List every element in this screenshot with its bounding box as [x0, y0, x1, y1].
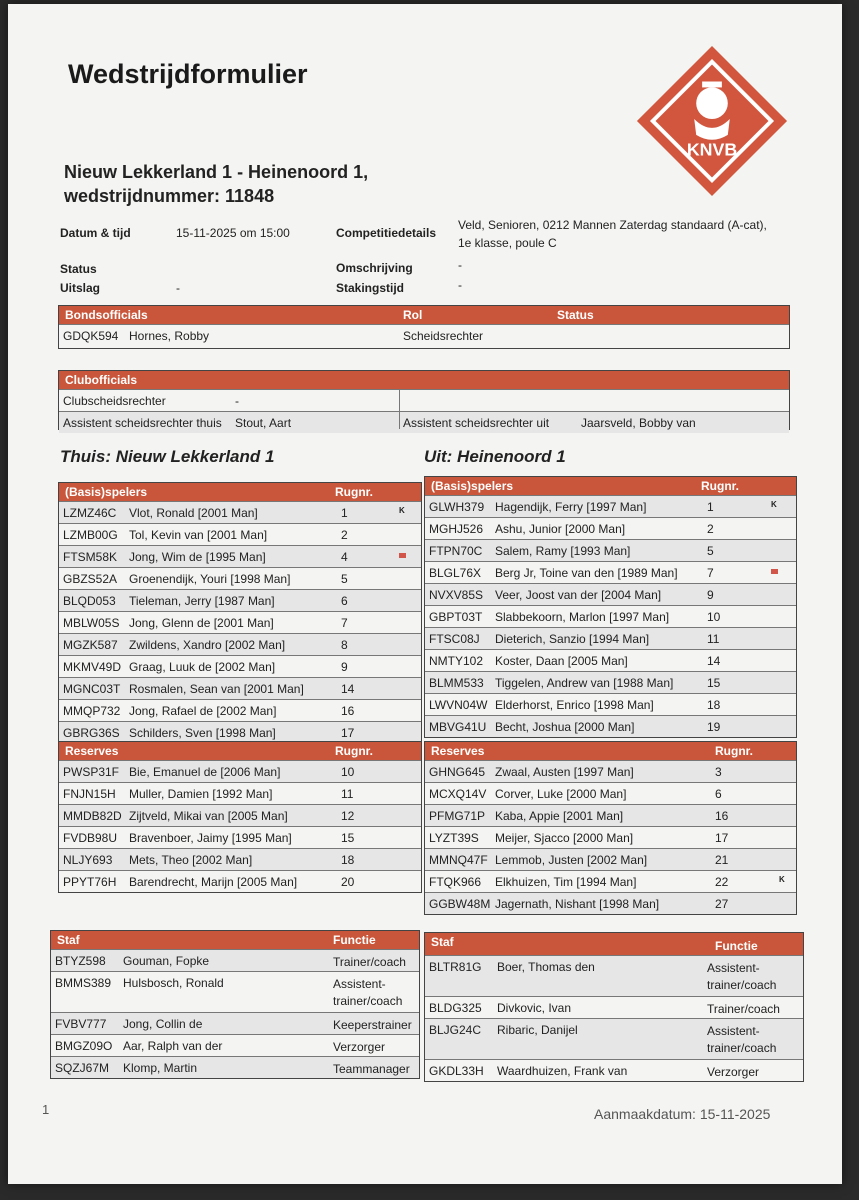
- away-reserves-table: [424, 741, 797, 915]
- player-row: [425, 583, 796, 605]
- player-rugnr: 7: [707, 566, 714, 580]
- page-title: Wedstrijdformulier: [68, 59, 308, 89]
- player-name: Schilders, Sven [1998 Man]: [129, 726, 276, 740]
- player-code: PPYT76H: [63, 875, 117, 889]
- omschrijving-label: Omschrijving: [336, 261, 413, 275]
- staf-row: [51, 971, 419, 1012]
- player-rugnr: 9: [341, 660, 348, 674]
- away-staf-table: [424, 932, 804, 1082]
- player-code: GLWH379: [429, 500, 485, 514]
- player-row: [59, 523, 421, 545]
- status-header: Status: [557, 308, 594, 322]
- staf-code: SQZJ67M: [55, 1061, 110, 1075]
- staf-functie: [333, 1017, 412, 1034]
- competitie-value-2: 1e klasse, poule C: [458, 236, 557, 250]
- away-staf-header: [425, 933, 803, 955]
- player-row: [59, 567, 421, 589]
- player-name: Ashu, Junior [2000 Man]: [495, 522, 626, 536]
- player-name: Slabbekoorn, Marlon [1997 Man]: [495, 610, 670, 624]
- staf-functie: [707, 960, 776, 994]
- away-players-table: [424, 476, 797, 738]
- clubofficials-header: [59, 371, 789, 389]
- staf-name: Gouman, Fopke: [123, 954, 210, 968]
- assistent-thuis-label: Assistent scheidsrechter thuis: [63, 416, 222, 430]
- player-row: [59, 677, 421, 699]
- uitslag-value: -: [176, 281, 180, 295]
- player-name: Corver, Luke [2000 Man]: [495, 787, 627, 801]
- staf-code: BLDG325: [429, 1001, 482, 1015]
- player-code: NVXV85S: [429, 588, 484, 602]
- player-row: [425, 870, 796, 892]
- away-players-title: (Basis)spelers: [431, 479, 514, 493]
- player-name: Barendrecht, Marijn [2005 Man]: [129, 875, 298, 889]
- player-code: NLJY693: [63, 853, 113, 867]
- player-row: [425, 605, 796, 627]
- player-rugnr: 16: [715, 809, 729, 823]
- player-name: Dieterich, Sanzio [1994 Man]: [495, 632, 650, 646]
- staf-functie: [333, 976, 402, 1010]
- player-code: LWVN04W: [429, 698, 488, 712]
- staf-code: BLJG24C: [429, 1023, 482, 1037]
- player-name: Jong, Rafael de [2002 Man]: [129, 704, 277, 718]
- staf-functie: [707, 1023, 776, 1057]
- player-rugnr: 2: [341, 528, 348, 542]
- player-row: [59, 589, 421, 611]
- player-row: [59, 611, 421, 633]
- player-rugnr: 1: [707, 500, 714, 514]
- player-name: Graag, Luuk de [2002 Man]: [129, 660, 276, 674]
- aanmaakdatum: Aanmaakdatum: 15-11-2025: [594, 1106, 771, 1122]
- away-team-heading: Uit: Heinenoord 1: [424, 447, 566, 466]
- clubscheidsrechter-value: -: [235, 394, 239, 408]
- player-code: GBPT03T: [429, 610, 483, 624]
- staf-functie-line1: Trainer/coach: [333, 955, 406, 969]
- home-players-title: (Basis)spelers: [65, 485, 148, 499]
- player-code: FVDB98U: [63, 831, 118, 845]
- home-rugnr-header: Rugnr.: [335, 485, 373, 499]
- staf-name: Divkovic, Ivan: [497, 1001, 572, 1015]
- home-reserves-title: Reserves: [65, 744, 119, 758]
- player-name: Bie, Emanuel de [2006 Man]: [129, 765, 281, 779]
- player-code: GHNG645: [429, 765, 486, 779]
- player-name: Vlot, Ronald [2001 Man]: [129, 506, 258, 520]
- player-row: [425, 561, 796, 583]
- home-functie-header: Functie: [333, 933, 376, 947]
- staf-name: Boer, Thomas den: [497, 960, 595, 974]
- player-name: Berg Jr, Toine van den [1989 Man]: [495, 566, 678, 580]
- staf-name: Klomp, Martin: [123, 1061, 198, 1075]
- away-staf-title: Staf: [431, 935, 454, 949]
- player-row: [59, 721, 421, 743]
- home-staf-title: Staf: [57, 933, 80, 947]
- staf-name: Ribaric, Danijel: [497, 1023, 578, 1037]
- clubscheidsrechter-label: Clubscheidsrechter: [63, 394, 166, 408]
- player-rugnr: 14: [341, 682, 355, 696]
- staf-functie-line1: Teammanager: [333, 1062, 410, 1076]
- clubscheidsrechter-row: [59, 389, 789, 411]
- away-reserves-header: [425, 742, 796, 760]
- player-rugnr: 15: [341, 831, 355, 845]
- player-code: MGZK587: [63, 638, 118, 652]
- player-code: NMTY102: [429, 654, 484, 668]
- player-code: FTSC08J: [429, 632, 480, 646]
- player-rugnr: 15: [707, 676, 721, 690]
- player-name: Zijtveld, Mikai van [2005 Man]: [129, 809, 288, 823]
- staf-code: BMGZ09O: [55, 1039, 113, 1053]
- player-row: [425, 539, 796, 561]
- player-name: Meijer, Sjacco [2000 Man]: [495, 831, 634, 845]
- staf-row: [425, 1059, 803, 1081]
- bondsofficials-table: [58, 305, 790, 349]
- away-players-header: [425, 477, 796, 495]
- player-row: [59, 760, 421, 782]
- player-row: [425, 715, 796, 737]
- player-name: Jagernath, Nishant [1998 Man]: [495, 897, 660, 911]
- player-name: Tiggelen, Andrew van [1988 Man]: [495, 676, 674, 690]
- away-reserves-title: Reserves: [431, 744, 485, 758]
- staf-code: FVBV777: [55, 1017, 107, 1031]
- player-code: MGHJ526: [429, 522, 484, 536]
- staf-name: Hulsbosch, Ronald: [123, 976, 224, 990]
- datum-value: 15-11-2025 om 15:00: [176, 226, 290, 240]
- assistent-uit-label: Assistent scheidsrechter uit: [403, 416, 550, 430]
- staf-functie-line1: Keeperstrainer: [333, 1018, 412, 1032]
- player-rugnr: 4: [341, 550, 348, 564]
- player-code: MCXQ14V: [429, 787, 487, 801]
- player-code: PFMG71P: [429, 809, 486, 823]
- staf-functie-line2: trainer/coach: [707, 978, 777, 992]
- player-name: Zwildens, Xandro [2002 Man]: [129, 638, 286, 652]
- player-rugnr: 3: [715, 765, 722, 779]
- player-name: Zwaal, Austen [1997 Man]: [495, 765, 634, 779]
- datum-label: Datum & tijd: [60, 226, 131, 240]
- player-row: [425, 649, 796, 671]
- staf-name: Jong, Collin de: [123, 1017, 203, 1031]
- rol-header: Rol: [403, 308, 423, 322]
- home-reserves-table: [58, 741, 422, 893]
- player-row: [59, 848, 421, 870]
- player-code: BLQD053: [63, 594, 116, 608]
- bondsofficials-header: [59, 306, 789, 324]
- bondsofficial-row: [59, 324, 789, 346]
- match-heading: [64, 160, 368, 208]
- player-rugnr: 17: [341, 726, 355, 740]
- clubofficials-title: Clubofficials: [65, 373, 138, 387]
- player-row: [59, 804, 421, 826]
- player-row: [425, 782, 796, 804]
- staf-row: [51, 1012, 419, 1034]
- yellow-card-icon: [771, 569, 778, 574]
- player-row: [59, 633, 421, 655]
- home-staf-table: [50, 930, 420, 1079]
- player-rugnr: 11: [341, 787, 354, 801]
- player-name: Groenendijk, Youri [1998 Man]: [129, 572, 291, 586]
- player-code: GGBW48M: [429, 897, 491, 911]
- staf-code: BTYZ598: [55, 954, 106, 968]
- staf-row: [425, 955, 803, 996]
- player-row: [59, 655, 421, 677]
- status-label: Status: [60, 262, 97, 276]
- staf-name: Waardhuizen, Frank van: [497, 1064, 628, 1078]
- player-name: Koster, Daan [2005 Man]: [495, 654, 628, 668]
- player-rugnr: 27: [715, 897, 729, 911]
- staf-functie-line1: Verzorger: [333, 1040, 386, 1054]
- player-row: [425, 627, 796, 649]
- clubofficials-table: [58, 370, 790, 430]
- player-code: LZMB00G: [63, 528, 118, 542]
- player-row: [59, 501, 421, 523]
- player-rugnr: 2: [707, 522, 714, 536]
- uitslag-label: Uitslag: [60, 281, 101, 295]
- player-rugnr: 1: [341, 506, 348, 520]
- home-team-heading: Thuis: Nieuw Lekkerland 1: [60, 447, 275, 466]
- captain-mark: K: [779, 875, 785, 884]
- player-rugnr: 6: [341, 594, 348, 608]
- player-row: [425, 848, 796, 870]
- player-row: [425, 760, 796, 782]
- staf-row: [51, 1056, 419, 1078]
- player-rugnr: 14: [707, 654, 721, 668]
- staf-functie: [333, 954, 406, 971]
- staf-row: [425, 1018, 803, 1059]
- player-code: MKMV49D: [63, 660, 122, 674]
- player-row: [425, 892, 796, 914]
- player-name: Tieleman, Jerry [1987 Man]: [129, 594, 275, 608]
- captain-mark: K: [399, 506, 405, 515]
- player-rugnr: 16: [341, 704, 355, 718]
- player-rugnr: 22: [715, 875, 729, 889]
- player-row: [425, 693, 796, 715]
- staf-functie: [707, 1064, 759, 1081]
- staf-name: Aar, Ralph van der: [123, 1039, 223, 1053]
- staf-row: [51, 1034, 419, 1056]
- staf-functie-line2: trainer/coach: [333, 994, 403, 1008]
- player-row: [59, 545, 421, 567]
- player-name: Salem, Ramy [1993 Man]: [495, 544, 631, 558]
- player-code: BLMM533: [429, 676, 484, 690]
- assistent-row: [59, 411, 789, 433]
- captain-mark: K: [771, 500, 777, 509]
- player-rugnr: 19: [707, 720, 721, 734]
- knvb-logo: [633, 42, 791, 200]
- player-row: [425, 495, 796, 517]
- player-row: [59, 782, 421, 804]
- staf-code: BMMS389: [55, 976, 112, 990]
- competitie-label: Competitiedetails: [336, 226, 437, 240]
- player-code: MGNC03T: [63, 682, 121, 696]
- staf-functie-line2: trainer/coach: [707, 1041, 777, 1055]
- player-row: [59, 826, 421, 848]
- player-code: PWSP31F: [63, 765, 120, 779]
- player-rugnr: 20: [341, 875, 355, 889]
- staf-code: GKDL33H: [429, 1064, 484, 1078]
- official-name: Hornes, Robby: [129, 329, 210, 343]
- player-name: Tol, Kevin van [2001 Man]: [129, 528, 268, 542]
- staf-code: BLTR81G: [429, 960, 482, 974]
- player-rugnr: 9: [707, 588, 714, 602]
- official-rol: Scheidsrechter: [403, 329, 484, 343]
- page-number: 1: [42, 1102, 50, 1117]
- player-name: Bravenboer, Jaimy [1995 Man]: [129, 831, 292, 845]
- player-name: Jong, Glenn de [2001 Man]: [129, 616, 274, 630]
- player-code: MMDB82D: [63, 809, 122, 823]
- player-row: [59, 699, 421, 721]
- player-code: MBLW05S: [63, 616, 120, 630]
- player-rugnr: 12: [341, 809, 355, 823]
- stakingstijd-label: Stakingstijd: [336, 281, 405, 295]
- player-code: MMNQ47F: [429, 853, 488, 867]
- staf-functie-line1: Assistent-: [707, 1024, 760, 1038]
- home-reserves-header: [59, 742, 421, 760]
- official-code: GDQK594: [63, 329, 119, 343]
- player-name: Elderhorst, Enrico [1998 Man]: [495, 698, 654, 712]
- stakingstijd-value: -: [458, 278, 462, 292]
- player-rugnr: 21: [715, 853, 729, 867]
- player-code: FTPN70C: [429, 544, 483, 558]
- home-players-table: [58, 482, 422, 744]
- player-rugnr: 5: [341, 572, 348, 586]
- player-rugnr: 10: [707, 610, 721, 624]
- player-rugnr: 18: [341, 853, 355, 867]
- player-name: Mets, Theo [2002 Man]: [129, 853, 253, 867]
- match-form-sheet: [8, 4, 842, 1184]
- staf-functie: [333, 1061, 410, 1078]
- player-rugnr: 7: [341, 616, 348, 630]
- staf-row: [51, 949, 419, 971]
- player-row: [425, 671, 796, 693]
- player-name: Hagendijk, Ferry [1997 Man]: [495, 500, 647, 514]
- home-staf-header: [51, 931, 419, 949]
- player-name: Muller, Damien [1992 Man]: [129, 787, 273, 801]
- player-row: [425, 826, 796, 848]
- knvb-logo-text: KNVB: [686, 139, 738, 160]
- player-code: FNJN15H: [63, 787, 116, 801]
- player-name: Becht, Joshua [2000 Man]: [495, 720, 635, 734]
- match-number: wedstrijdnummer: 11848: [64, 186, 275, 206]
- omschrijving-value: -: [458, 258, 462, 272]
- player-name: Lemmob, Justen [2002 Man]: [495, 853, 648, 867]
- player-rugnr: 8: [341, 638, 348, 652]
- away-functie-header: Functie: [715, 939, 758, 953]
- staf-row: [425, 996, 803, 1018]
- assistent-uit-value: Jaarsveld, Bobby van: [581, 416, 696, 430]
- away-rugnr-header: Rugnr.: [701, 479, 739, 493]
- player-rugnr: 10: [341, 765, 355, 779]
- competitie-value-1: Veld, Senioren, 0212 Mannen Zaterdag standaard (A-cat),: [458, 218, 767, 232]
- staf-functie-line1: Trainer/coach: [707, 1002, 780, 1016]
- player-rugnr: 18: [707, 698, 721, 712]
- player-row: [59, 870, 421, 892]
- player-code: FTQK966: [429, 875, 482, 889]
- player-name: Rosmalen, Sean van [2001 Man]: [129, 682, 304, 696]
- player-rugnr: 5: [707, 544, 714, 558]
- staf-functie: [707, 1001, 780, 1018]
- player-code: GBRG36S: [63, 726, 120, 740]
- player-rugnr: 6: [715, 787, 722, 801]
- player-code: MMQP732: [63, 704, 121, 718]
- player-rugnr: 17: [715, 831, 729, 845]
- player-row: [425, 517, 796, 539]
- staf-functie-line1: Verzorger: [707, 1065, 760, 1079]
- staf-functie: [333, 1039, 385, 1056]
- player-name: Kaba, Appie [2001 Man]: [495, 809, 624, 823]
- player-code: BLGL76X: [429, 566, 482, 580]
- bondsofficials-title: Bondsofficials: [65, 308, 148, 322]
- player-name: Jong, Wim de [1995 Man]: [129, 550, 266, 564]
- home-reserves-rugnr-header: Rugnr.: [335, 744, 373, 758]
- home-players-header: [59, 483, 421, 501]
- yellow-card-icon: [399, 553, 406, 558]
- assistent-thuis-value: Stout, Aart: [235, 416, 292, 430]
- player-rugnr: 11: [707, 632, 720, 646]
- player-code: LZMZ46C: [63, 506, 117, 520]
- player-code: MBVG41U: [429, 720, 487, 734]
- player-code: GBZS52A: [63, 572, 118, 586]
- player-code: LYZT39S: [429, 831, 479, 845]
- staf-functie-line1: Assistent-: [707, 961, 760, 975]
- player-name: Veer, Joost van der [2004 Man]: [495, 588, 662, 602]
- player-row: [425, 804, 796, 826]
- match-teams: Nieuw Lekkerland 1 - Heinenoord 1,: [64, 162, 369, 182]
- player-name: Elkhuizen, Tim [1994 Man]: [495, 875, 637, 889]
- away-reserves-rugnr-header: Rugnr.: [715, 744, 753, 758]
- staf-functie-line1: Assistent-: [333, 977, 386, 991]
- player-code: FTSM58K: [63, 550, 118, 564]
